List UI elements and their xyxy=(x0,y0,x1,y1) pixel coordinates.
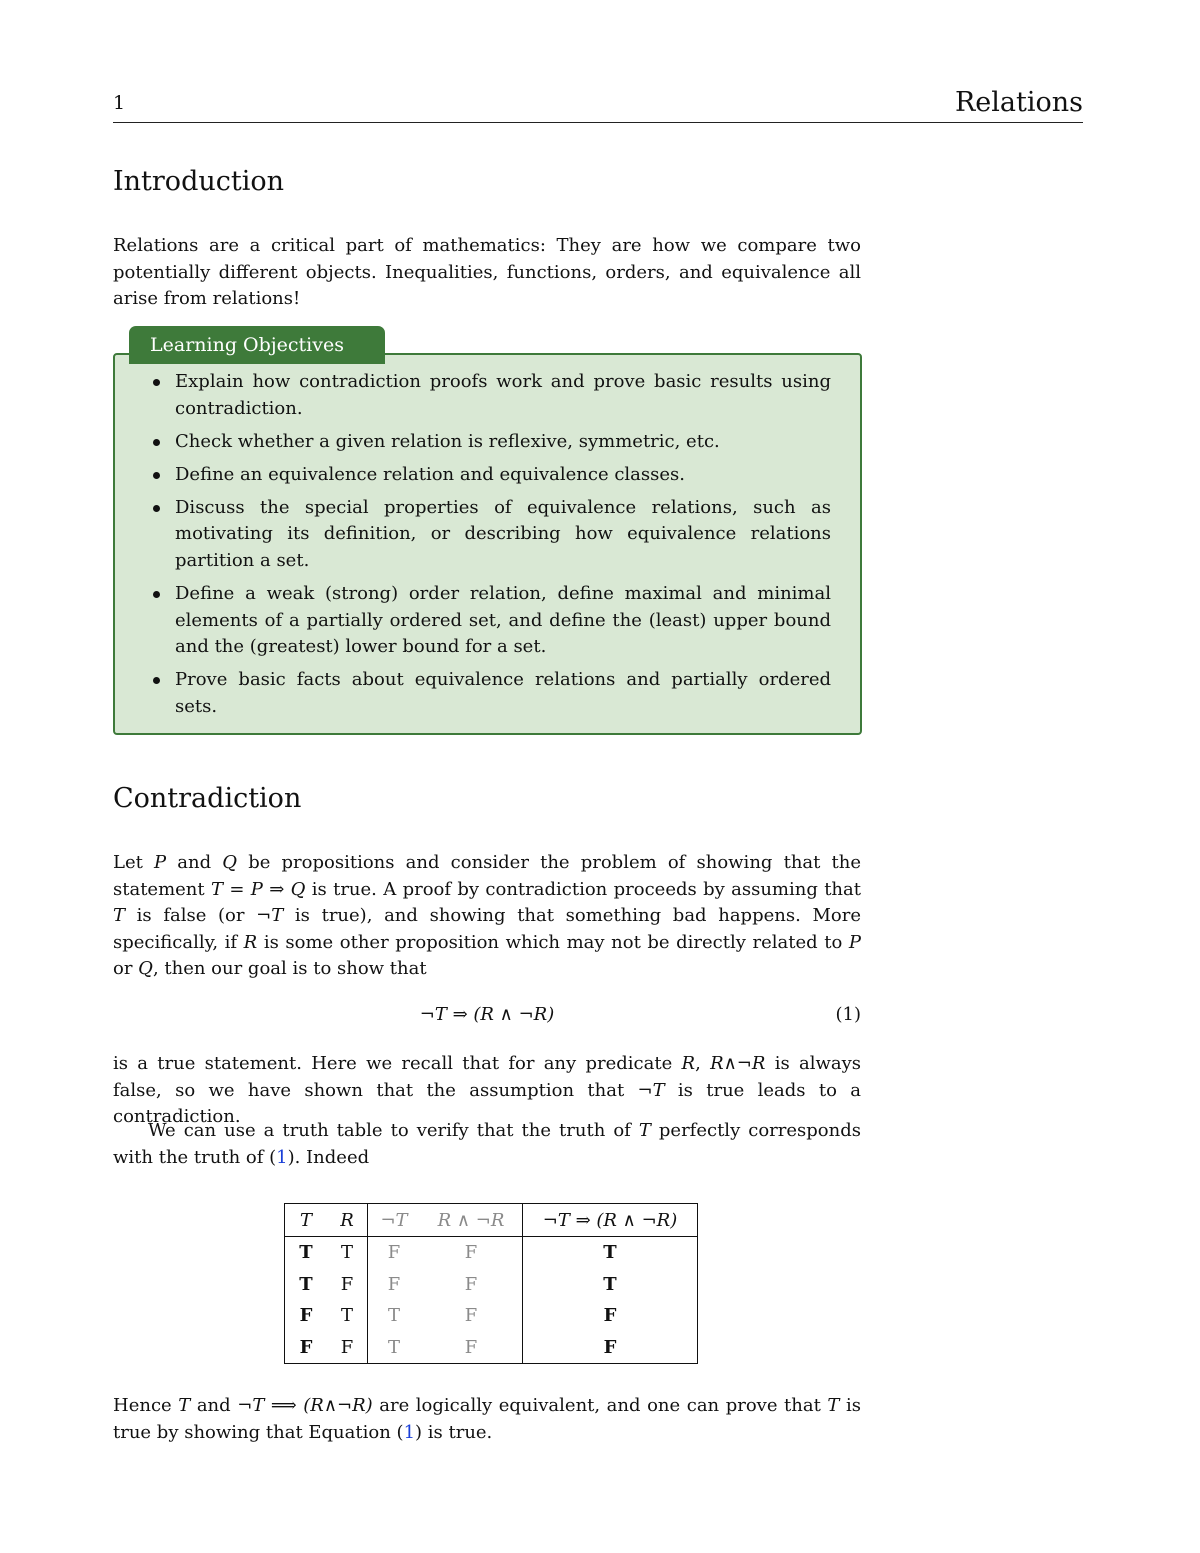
table-cell: T xyxy=(368,1300,421,1332)
table-cell: F xyxy=(340,1336,354,1358)
math-inline: Q xyxy=(222,852,238,873)
objective-item: Explain how contradiction proofs work and prove basic results using contradiction. xyxy=(175,369,831,422)
page-header xyxy=(113,84,1083,123)
table-cell: T xyxy=(523,1237,698,1269)
table-cell: F xyxy=(299,1336,313,1358)
equation-reference-link[interactable]: 1 xyxy=(403,1421,416,1443)
introduction-heading: Introduction xyxy=(113,166,284,197)
table-cell: T xyxy=(368,1332,421,1364)
table-cell: F xyxy=(340,1273,354,1295)
table-row xyxy=(285,1237,698,1269)
table-cell: F xyxy=(464,1273,478,1295)
table-cell: F xyxy=(299,1305,313,1327)
math-inline: T xyxy=(638,1120,651,1141)
column-header: ¬T ⇒ (R ∧ ¬R) xyxy=(523,1204,698,1237)
column-header: R ∧ ¬R xyxy=(420,1204,523,1237)
table-cell: F xyxy=(523,1300,698,1332)
math-inline: ¬T xyxy=(637,1079,665,1101)
math-inline: ¬T xyxy=(256,905,284,927)
math-inline: P xyxy=(848,931,862,953)
table-cell: T xyxy=(340,1305,353,1327)
table-cell: T xyxy=(299,1273,313,1295)
table-row xyxy=(285,1269,698,1301)
table-row xyxy=(285,1300,698,1332)
objective-item: Check whether a given relation is reflexive, symmetric, etc. xyxy=(175,429,831,456)
table-header-row xyxy=(285,1204,698,1237)
math-inline: T xyxy=(178,1395,191,1416)
column-header: T xyxy=(285,1204,328,1237)
table-cell: F xyxy=(464,1242,478,1264)
contradiction-heading: Contradiction xyxy=(113,783,302,814)
table-cell: F xyxy=(464,1336,478,1358)
contradiction-paragraph-3: We can use a truth table to verify that the truth of T perfectly corresponds with the truth of (1). Indeed xyxy=(113,1120,861,1168)
math-inline: T xyxy=(113,905,126,927)
math-inline: R xyxy=(243,931,258,953)
contradiction-paragraph-1: Let P and Q be propositions and consider the problem of showing that the statement T = P ⇒ Q is true. A proof by contradiction proceeds by assuming that T is false (or ¬T is true), and showing that something bad happens. More specifically, if R is some other proposition which may not be directly related to P or Q, then our goal is to show that xyxy=(113,852,862,980)
objective-item: Prove basic facts about equivalence relations and partially ordered sets. xyxy=(175,667,831,720)
math-inline: R∧¬R xyxy=(710,1053,766,1074)
objective-item: Define a weak (strong) order relation, define maximal and minimal elements of a partially ordered set, and define the (least) upper bound and the (greatest) lower bound for a set. xyxy=(175,581,831,661)
table-cell: T xyxy=(299,1242,313,1264)
contradiction-paragraph-2: is a true statement. Here we recall that for any predicate R, R∧¬R is always false, so we have shown that the assumption that ¬T is true leads to a contradiction. xyxy=(113,1053,861,1128)
table-cell: F xyxy=(368,1237,421,1269)
equation-body: ¬T ⇒ (R ∧ ¬R) xyxy=(419,1004,555,1025)
math-inline: R xyxy=(681,1053,696,1074)
table-cell: T xyxy=(523,1269,698,1301)
introduction-paragraph: Relations are a critical part of mathematics: They are how we compare two potentially different objects. Inequalities, functions, orders, and equivalence all arise from relations! xyxy=(113,235,861,310)
equation-reference-link[interactable]: 1 xyxy=(276,1146,288,1168)
table-cell: F xyxy=(523,1332,698,1364)
learning-objectives-box xyxy=(113,353,862,735)
math-inline: T = P ⇒ Q xyxy=(210,878,306,900)
truth-table xyxy=(284,1203,698,1364)
display-equation xyxy=(113,1004,861,1032)
page-number: 1 xyxy=(113,92,126,114)
table-row xyxy=(285,1332,698,1364)
table-cell: F xyxy=(368,1269,421,1301)
math-inline: P xyxy=(154,852,167,873)
objective-item: Discuss the special properties of equivalence relations, such as motivating its definition, or describing how equivalence relations partition a set. xyxy=(175,495,831,575)
column-header: R xyxy=(327,1204,368,1237)
table-cell: F xyxy=(464,1305,478,1327)
learning-objectives-list xyxy=(175,369,831,727)
table-cell: T xyxy=(340,1242,353,1264)
math-inline: Q xyxy=(138,958,153,980)
math-inline: ¬T ⟹ (R∧¬R) xyxy=(237,1395,373,1416)
contradiction-paragraph-4: Hence T and ¬T ⟹ (R∧¬R) are logically equivalent, and one can prove that T is true by showing that Equation (1) is true. xyxy=(113,1395,861,1443)
chapter-title: Relations xyxy=(954,87,1083,118)
equation-number: (1) xyxy=(835,1004,861,1025)
objective-item: Define an equivalence relation and equivalence classes. xyxy=(175,462,831,489)
learning-objectives-title: Learning Objectives xyxy=(129,326,385,364)
column-header: ¬T xyxy=(368,1204,421,1237)
math-inline: T xyxy=(827,1395,840,1416)
